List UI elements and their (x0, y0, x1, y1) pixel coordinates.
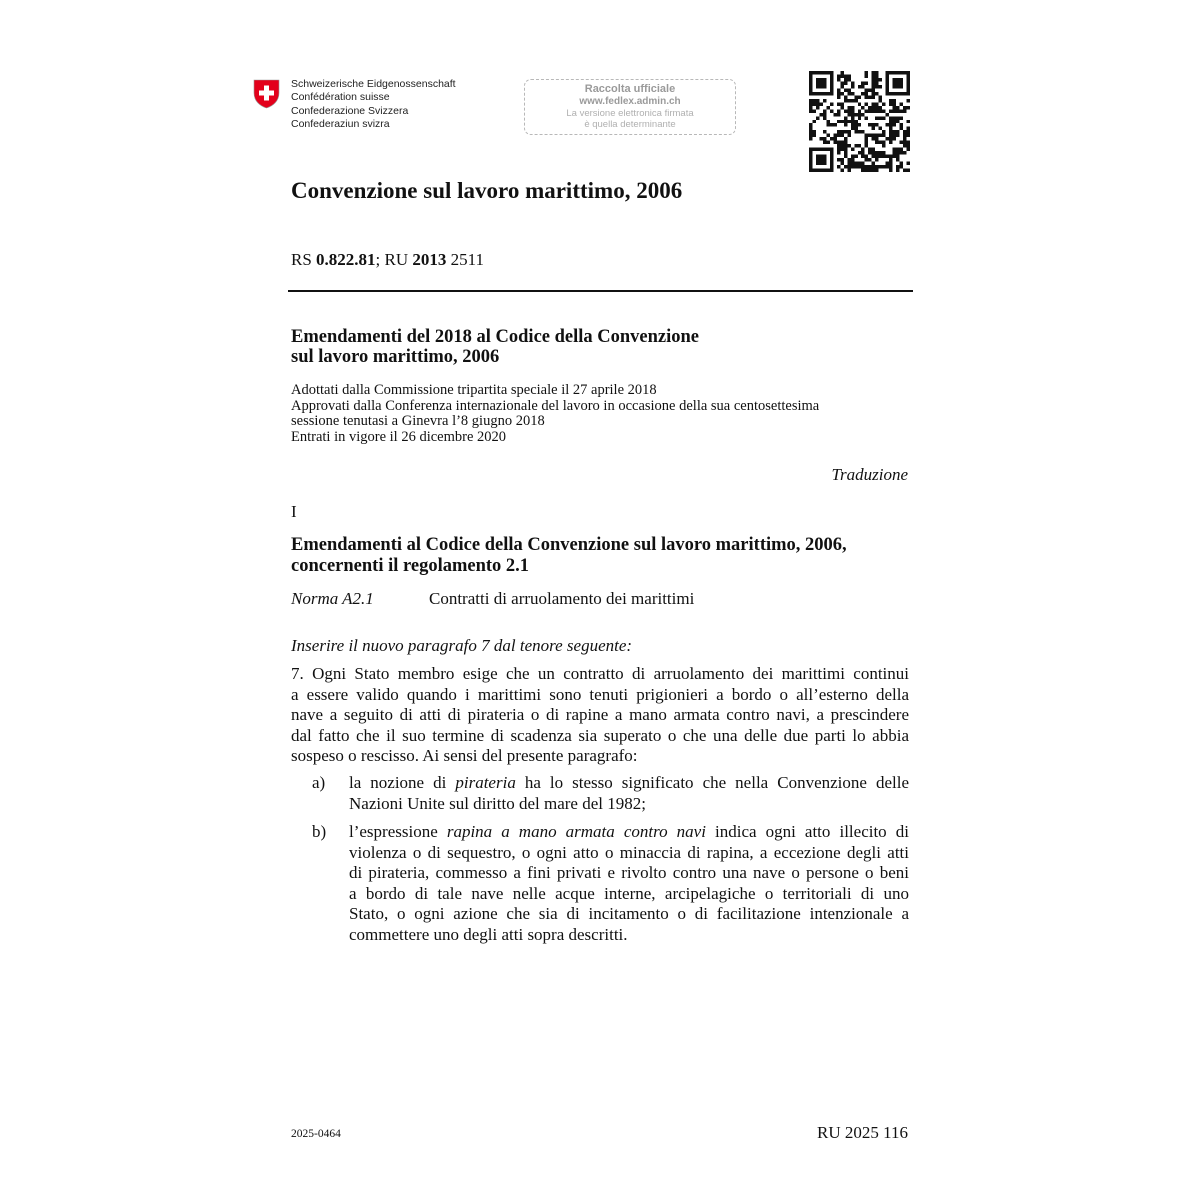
list-item-line (349, 773, 909, 794)
qr-code-icon (809, 71, 910, 172)
ru-page: 2511 (446, 250, 485, 269)
document-number: 2025-0464 (291, 1128, 341, 1140)
norm-number: Norma A2.1 (291, 589, 374, 608)
paragraph-line: dal fatto che il suo termine di scadenza sia superato o che una delle due parti lo abbia (291, 725, 909, 745)
adoption-line-3: sessione tenutasi a Ginevra l’8 giugno 2018 (291, 413, 545, 429)
horizontal-divider (288, 290, 913, 292)
adoption-line-1: Adottati dalla Commissione tripartita speciale il 27 aprile 2018 (291, 382, 657, 398)
stamp-note-2: è quella determinante (584, 119, 676, 130)
paragraph-line: sospeso o rescisso. Ai sensi del presente paragrafo: (291, 746, 638, 766)
section-title-line-2: concernenti il regolamento 2.1 (291, 556, 530, 576)
item-b-post: indica ogni atto illecito di (705, 822, 909, 841)
rs-prefix: RS (291, 250, 317, 269)
list-item-line: a bordo di tale nave nelle acque interne, arcipelagiche o territoriali di uno (349, 883, 909, 903)
stamp-title: Raccolta ufficiale (584, 83, 676, 95)
list-item-label: b) (312, 822, 327, 841)
list-item-label: a) (312, 773, 326, 792)
section-title (291, 535, 847, 577)
ru-prefix: ; RU (375, 250, 413, 269)
stamp-note-1: La versione elettronica firmata (566, 108, 694, 119)
agency-line-de: Schweizerische Eidgenossenschaft (291, 78, 456, 90)
item-a-pre: la nozione di (349, 773, 456, 792)
section-numeral: I (291, 502, 297, 521)
list-item-line: violenza o di sequestro, o ogni atto o minaccia di rapina, a eccezione degli atti (349, 842, 909, 862)
stamp-url: www.fedlex.admin.ch (579, 96, 681, 107)
section-title-line-1: Emendamenti al Codice della Convenzione sul lavoro marittimo, 2006, (291, 535, 847, 555)
amendments-title-line-2: sul lavoro marittimo, 2006 (291, 347, 500, 367)
list-item-line (349, 822, 909, 843)
item-b-term: rapina a mano armata contro navi (446, 822, 706, 841)
swiss-coat-of-arms-icon (253, 79, 280, 109)
list-item-line: commettere uno degli atti sopra descritti. (349, 924, 628, 944)
paragraph-7 (291, 664, 909, 767)
translation-note: Traduzione (831, 465, 908, 484)
amendments-title-line-1: Emendamenti del 2018 al Codice della Convenzione (291, 327, 700, 347)
adoption-line-4: Entrati in vigore il 26 dicembre 2020 (291, 428, 507, 445)
rs-number: 0.822.81 (316, 250, 376, 269)
paragraph-line: nave a seguito di atti di pirateria o di rapine a mano armata contro navi, a prescindere (291, 705, 909, 725)
list-item-line: Stato, o ogni azione che sia di incitamento o di facilitazione intenzionale a (349, 904, 909, 924)
reference-line (291, 250, 484, 270)
federal-administration-name (291, 78, 456, 132)
document-title: Convenzione sul lavoro marittimo, 2006 (291, 178, 683, 203)
publication-reference: RU 2025 116 (817, 1123, 908, 1142)
paragraph-line: 7. Ogni Stato membro esige che un contratto di arruolamento dei marittimi continui (291, 664, 909, 683)
ru-year: 2013 (412, 250, 447, 269)
adoption-details (291, 383, 921, 445)
amendments-title (291, 327, 699, 367)
official-collection-stamp (524, 79, 736, 135)
item-a-post: ha lo stesso significato che nella Convenzione delle (515, 773, 909, 792)
norm-title: Contratti di arruolamento dei marittimi (429, 589, 695, 608)
norm-heading (291, 589, 694, 609)
agency-line-fr: Confédération suisse (291, 91, 390, 104)
paragraph-line: a essere valido quando i marittimi sono tenuti prigionieri a bordo o all’esterno della (291, 684, 909, 704)
list-item-line: Nazioni Unite sul diritto del mare del 1982; (349, 793, 646, 813)
adoption-line-2: Approvati dalla Conferenza internazionale del lavoro in occasione della sua centosettesima (291, 397, 820, 414)
insertion-instruction: Inserire il nuovo paragrafo 7 dal tenore seguente: (291, 636, 633, 655)
list-item-line: di pirateria, commesso a fini privati e rivolto contro una nave o persone o beni (349, 863, 909, 883)
item-a-term: pirateria (455, 773, 516, 792)
agency-line-it: Confederazione Svizzera (291, 104, 409, 117)
agency-line-rm: Confederaziun svizra (291, 118, 390, 131)
item-b-pre: l’espressione (349, 822, 447, 841)
